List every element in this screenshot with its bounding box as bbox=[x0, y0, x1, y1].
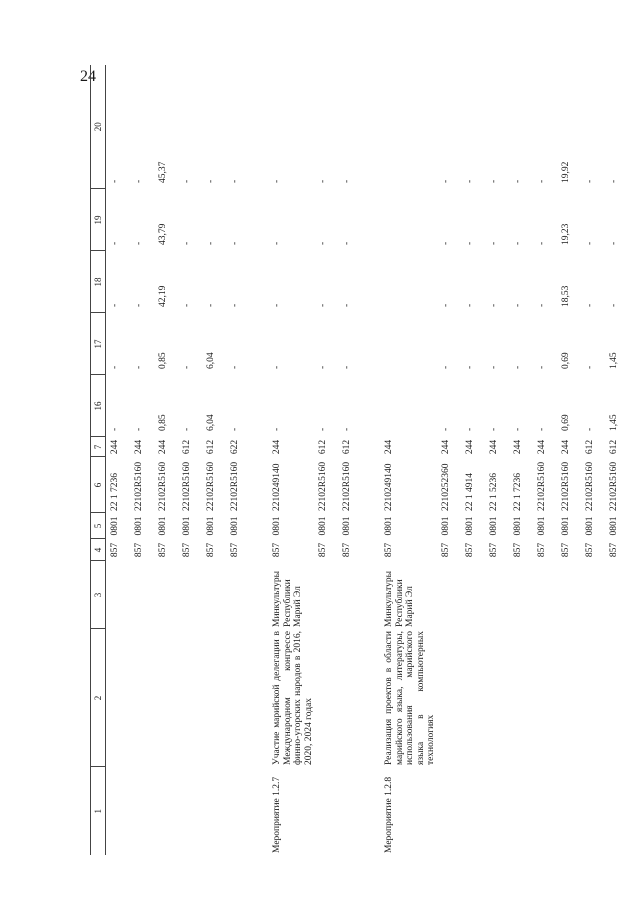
expense-type: 244 bbox=[440, 439, 451, 455]
target-article: 22 1 7236 bbox=[110, 473, 120, 511]
col-header: 20 bbox=[91, 65, 106, 189]
value-col-17: - bbox=[488, 365, 499, 369]
activity-name bbox=[581, 629, 605, 767]
value-col-17: - bbox=[318, 365, 328, 369]
grbs-code: 857 bbox=[464, 542, 475, 558]
col-header: 18 bbox=[91, 251, 106, 313]
executor bbox=[461, 561, 485, 629]
value-col-17: - bbox=[182, 365, 192, 369]
col-header: 7 bbox=[91, 437, 106, 457]
section-code: 0801 bbox=[342, 516, 352, 536]
target-article: 22102R5160 bbox=[158, 461, 168, 511]
section-code: 0801 bbox=[110, 516, 120, 536]
value-col-20: - bbox=[182, 179, 192, 183]
activity-label bbox=[226, 767, 250, 855]
value-col-20: - bbox=[206, 179, 216, 183]
grbs-code: 857 bbox=[272, 542, 282, 558]
activity-name bbox=[202, 629, 226, 767]
value-col-17: 0,69 bbox=[560, 352, 571, 369]
table-row bbox=[437, 65, 461, 855]
value-col-19: - bbox=[272, 241, 282, 245]
grbs-code: 857 bbox=[440, 542, 451, 558]
value-col-16: 0,69 bbox=[560, 414, 571, 431]
activity-label bbox=[557, 767, 581, 855]
section-code: 0801 bbox=[134, 516, 144, 536]
value-col-18: - bbox=[464, 303, 475, 307]
budget-table bbox=[90, 65, 629, 855]
executor bbox=[154, 561, 178, 629]
value-col-20: - bbox=[512, 179, 523, 183]
activity-name bbox=[605, 629, 629, 767]
value-col-18: - bbox=[272, 303, 282, 307]
grbs-code: 857 bbox=[384, 542, 394, 558]
col-header: 1 bbox=[91, 767, 106, 855]
target-article: 2210249140 bbox=[272, 463, 282, 511]
value-col-19: - bbox=[134, 241, 144, 245]
value-col-18: - bbox=[134, 303, 144, 307]
value-col-19: 43,79 bbox=[158, 223, 168, 245]
value-col-20: 45,37 bbox=[158, 161, 168, 183]
executor bbox=[605, 561, 629, 629]
executor bbox=[533, 561, 557, 629]
target-article: 22102R5160 bbox=[536, 461, 547, 511]
table-row bbox=[338, 65, 362, 855]
expense-type: 622 bbox=[230, 439, 240, 455]
value-col-17: - bbox=[272, 365, 282, 369]
table-row bbox=[581, 65, 605, 855]
activity-name bbox=[154, 629, 178, 767]
section-code: 0801 bbox=[384, 516, 394, 536]
executor bbox=[509, 561, 533, 629]
col-header: 19 bbox=[91, 189, 106, 251]
value-col-19: - bbox=[110, 241, 120, 245]
table-row bbox=[362, 65, 437, 855]
expense-type: 612 bbox=[342, 439, 352, 455]
grbs-code: 857 bbox=[584, 542, 595, 558]
value-col-18: - bbox=[206, 303, 216, 307]
value-col-17: - bbox=[342, 365, 352, 369]
table-body bbox=[106, 65, 629, 855]
grbs-code: 857 bbox=[134, 542, 144, 558]
value-col-19: - bbox=[536, 241, 547, 245]
value-col-18: 42,19 bbox=[158, 285, 168, 307]
table-row bbox=[178, 65, 202, 855]
section-code: 0801 bbox=[560, 516, 571, 536]
activity-label: Мероприятие 1.2.8 bbox=[384, 776, 394, 853]
table-row bbox=[106, 65, 131, 855]
executor bbox=[557, 561, 581, 629]
table-row bbox=[605, 65, 629, 855]
value-col-17: - bbox=[110, 365, 120, 369]
value-col-16: - bbox=[512, 427, 523, 431]
expense-type: 612 bbox=[206, 439, 216, 455]
activity-label bbox=[485, 767, 509, 855]
value-col-18: - bbox=[182, 303, 192, 307]
expense-type: 612 bbox=[584, 439, 595, 455]
value-col-18: - bbox=[488, 303, 499, 307]
value-col-19: - bbox=[230, 241, 240, 245]
value-col-17: - bbox=[134, 365, 144, 369]
value-col-19: - bbox=[440, 241, 451, 245]
executor bbox=[314, 561, 338, 629]
table-row bbox=[154, 65, 178, 855]
executor bbox=[130, 561, 154, 629]
value-col-19: - bbox=[342, 241, 352, 245]
value-col-17: - bbox=[536, 365, 547, 369]
activity-label bbox=[461, 767, 485, 855]
target-article: 22102R5160 bbox=[230, 461, 240, 511]
activity-label bbox=[533, 767, 557, 855]
activity-label bbox=[338, 767, 362, 855]
expense-type: 244 bbox=[560, 439, 571, 455]
value-col-20: - bbox=[440, 179, 451, 183]
value-col-18: - bbox=[608, 303, 619, 307]
section-code: 0801 bbox=[512, 516, 523, 536]
expense-type: 244 bbox=[134, 439, 144, 455]
value-col-16: - bbox=[536, 427, 547, 431]
activity-label bbox=[106, 767, 131, 855]
expense-type: 244 bbox=[512, 439, 523, 455]
value-col-20: - bbox=[464, 179, 475, 183]
section-code: 0801 bbox=[230, 516, 240, 536]
section-code: 0801 bbox=[608, 516, 619, 536]
expense-type: 612 bbox=[182, 439, 192, 455]
section-code: 0801 bbox=[584, 516, 595, 536]
activity-label bbox=[605, 767, 629, 855]
value-col-17: 1,45 bbox=[608, 352, 619, 369]
value-col-16: - bbox=[110, 427, 120, 431]
col-header: 5 bbox=[91, 513, 106, 539]
executor bbox=[437, 561, 461, 629]
table-row bbox=[461, 65, 485, 855]
value-col-19: - bbox=[608, 241, 619, 245]
value-col-20: - bbox=[342, 179, 352, 183]
activity-label bbox=[154, 767, 178, 855]
section-code: 0801 bbox=[464, 516, 475, 536]
value-col-18: - bbox=[512, 303, 523, 307]
value-col-20: - bbox=[584, 179, 595, 183]
table-row bbox=[485, 65, 509, 855]
executor bbox=[106, 561, 131, 629]
section-code: 0801 bbox=[488, 516, 499, 536]
activity-label bbox=[509, 767, 533, 855]
header-row bbox=[91, 65, 106, 855]
value-col-20 bbox=[362, 65, 437, 189]
grbs-code: 857 bbox=[560, 542, 571, 558]
section-code: 0801 bbox=[182, 516, 192, 536]
activity-name bbox=[533, 629, 557, 767]
table-row bbox=[314, 65, 338, 855]
target-article: 2210249140 bbox=[384, 463, 394, 511]
col-header: 6 bbox=[91, 457, 106, 513]
grbs-code: 857 bbox=[488, 542, 499, 558]
target-article: 22102R5160 bbox=[560, 461, 571, 511]
section-code: 0801 bbox=[536, 516, 547, 536]
target-article: 22102R5160 bbox=[134, 461, 144, 511]
target-article: 22 1 4914 bbox=[464, 473, 475, 511]
value-col-18: - bbox=[440, 303, 451, 307]
target-article: 22102R5160 bbox=[342, 461, 352, 511]
col-header: 17 bbox=[91, 313, 106, 375]
executor bbox=[338, 561, 362, 629]
expense-type: 244 bbox=[464, 439, 475, 455]
executor bbox=[202, 561, 226, 629]
value-col-19: - bbox=[318, 241, 328, 245]
value-col-16: - bbox=[584, 427, 595, 431]
executor bbox=[581, 561, 605, 629]
activity-name bbox=[509, 629, 533, 767]
expense-type: 244 bbox=[536, 439, 547, 455]
value-col-18: - bbox=[584, 303, 595, 307]
value-col-20: - bbox=[608, 179, 619, 183]
expense-type: 244 bbox=[384, 439, 394, 455]
value-col-16 bbox=[362, 375, 437, 437]
grbs-code: 857 bbox=[512, 542, 523, 558]
table-row bbox=[557, 65, 581, 855]
value-col-20: - bbox=[230, 179, 240, 183]
value-col-16: - bbox=[134, 427, 144, 431]
executor bbox=[485, 561, 509, 629]
activity-name bbox=[106, 629, 131, 767]
value-col-20: - bbox=[488, 179, 499, 183]
col-header: 2 bbox=[91, 629, 106, 767]
grbs-code: 857 bbox=[206, 542, 216, 558]
value-col-19: - bbox=[464, 241, 475, 245]
table-row bbox=[130, 65, 154, 855]
activity-label bbox=[130, 767, 154, 855]
executor: Минкультуры Республики Марий Эл bbox=[384, 570, 415, 627]
value-col-19 bbox=[362, 189, 437, 251]
section-code: 0801 bbox=[440, 516, 451, 536]
value-col-16: 6,04 bbox=[206, 414, 216, 431]
grbs-code: 857 bbox=[342, 542, 352, 558]
expense-type: 612 bbox=[318, 439, 328, 455]
table-row bbox=[202, 65, 226, 855]
value-col-20: - bbox=[318, 179, 328, 183]
grbs-code: 857 bbox=[608, 542, 619, 558]
activity-name bbox=[437, 629, 461, 767]
page-number: 24 bbox=[80, 68, 96, 85]
table-row bbox=[509, 65, 533, 855]
table-row bbox=[533, 65, 557, 855]
target-article: 22102R5160 bbox=[608, 461, 619, 511]
grbs-code: 857 bbox=[110, 542, 120, 558]
activity-name bbox=[178, 629, 202, 767]
activity-name bbox=[485, 629, 509, 767]
value-col-16: - bbox=[488, 427, 499, 431]
value-col-16: 0,85 bbox=[158, 414, 168, 431]
value-col-16: - bbox=[440, 427, 451, 431]
section-code: 0801 bbox=[272, 516, 282, 536]
executor: Минкультуры Республики Марий Эл bbox=[272, 570, 303, 627]
value-col-18: 18,53 bbox=[560, 285, 571, 307]
target-article: 22102R5160 bbox=[584, 461, 595, 511]
grbs-code: 857 bbox=[318, 542, 328, 558]
value-col-16: - bbox=[272, 427, 282, 431]
value-col-17: - bbox=[584, 365, 595, 369]
value-col-18: - bbox=[230, 303, 240, 307]
col-header: 3 bbox=[91, 561, 106, 629]
table-row bbox=[250, 65, 314, 855]
activity-name: Участие марийской делегации в Международном конгрессе финно-угорских народов в 2016, 2020, 2024 годах bbox=[272, 631, 314, 765]
rotated-table-container bbox=[90, 65, 619, 855]
grbs-code: 857 bbox=[536, 542, 547, 558]
value-col-18: - bbox=[536, 303, 547, 307]
table-row bbox=[226, 65, 250, 855]
value-col-19: - bbox=[488, 241, 499, 245]
expense-type: 612 bbox=[608, 439, 619, 455]
executor bbox=[178, 561, 202, 629]
value-col-17: - bbox=[512, 365, 523, 369]
value-col-19: - bbox=[182, 241, 192, 245]
value-col-16: - bbox=[318, 427, 328, 431]
value-col-20: - bbox=[134, 179, 144, 183]
target-article: 22102R5160 bbox=[182, 461, 192, 511]
col-header: 16 bbox=[91, 375, 106, 437]
value-col-17: 6,04 bbox=[206, 352, 216, 369]
grbs-code: 857 bbox=[158, 542, 168, 558]
value-col-17: - bbox=[230, 365, 240, 369]
value-col-17 bbox=[362, 313, 437, 375]
activity-label bbox=[437, 767, 461, 855]
value-col-20: 19,92 bbox=[560, 161, 571, 183]
activity-name: Реализация проектов в области марийского языка, литературы, использования марийского языка в компьютерных технологиях bbox=[384, 631, 436, 765]
value-col-17: - bbox=[464, 365, 475, 369]
value-col-16: - bbox=[182, 427, 192, 431]
value-col-20: - bbox=[536, 179, 547, 183]
activity-name bbox=[130, 629, 154, 767]
section-code: 0801 bbox=[158, 516, 168, 536]
section-code: 0801 bbox=[318, 516, 328, 536]
target-article: 22102R5160 bbox=[206, 461, 216, 511]
expense-type: 244 bbox=[158, 439, 168, 455]
activity-name bbox=[338, 629, 362, 767]
activity-label bbox=[581, 767, 605, 855]
value-col-19: 19,23 bbox=[560, 223, 571, 245]
value-col-19: - bbox=[206, 241, 216, 245]
expense-type: 244 bbox=[488, 439, 499, 455]
target-article: 22 1 5236 bbox=[488, 473, 499, 511]
value-col-20: - bbox=[110, 179, 120, 183]
value-col-18: - bbox=[318, 303, 328, 307]
value-col-19: - bbox=[512, 241, 523, 245]
target-article: 2210252360 bbox=[440, 463, 451, 511]
col-header: 4 bbox=[91, 539, 106, 561]
activity-label bbox=[314, 767, 338, 855]
value-col-18: - bbox=[110, 303, 120, 307]
target-article: 22102R5160 bbox=[318, 461, 328, 511]
value-col-16: - bbox=[342, 427, 352, 431]
activity-name bbox=[226, 629, 250, 767]
section-code: 0801 bbox=[206, 516, 216, 536]
value-col-19: - bbox=[584, 241, 595, 245]
value-col-16: - bbox=[464, 427, 475, 431]
value-col-20: - bbox=[272, 179, 282, 183]
grbs-code: 857 bbox=[230, 542, 240, 558]
activity-label bbox=[202, 767, 226, 855]
value-col-17: 0,85 bbox=[158, 352, 168, 369]
executor bbox=[226, 561, 250, 629]
target-article: 22 1 7236 bbox=[512, 473, 523, 511]
activity-label bbox=[178, 767, 202, 855]
value-col-16: - bbox=[230, 427, 240, 431]
activity-name bbox=[314, 629, 338, 767]
expense-type: 244 bbox=[272, 439, 282, 455]
activity-name bbox=[557, 629, 581, 767]
value-col-18: - bbox=[342, 303, 352, 307]
activity-label: Мероприятие 1.2.7 bbox=[272, 776, 282, 853]
activity-name bbox=[461, 629, 485, 767]
expense-type: 244 bbox=[110, 439, 120, 455]
value-col-18 bbox=[362, 251, 437, 313]
grbs-code: 857 bbox=[182, 542, 192, 558]
value-col-17: - bbox=[440, 365, 451, 369]
value-col-16: 1,45 bbox=[608, 414, 619, 431]
